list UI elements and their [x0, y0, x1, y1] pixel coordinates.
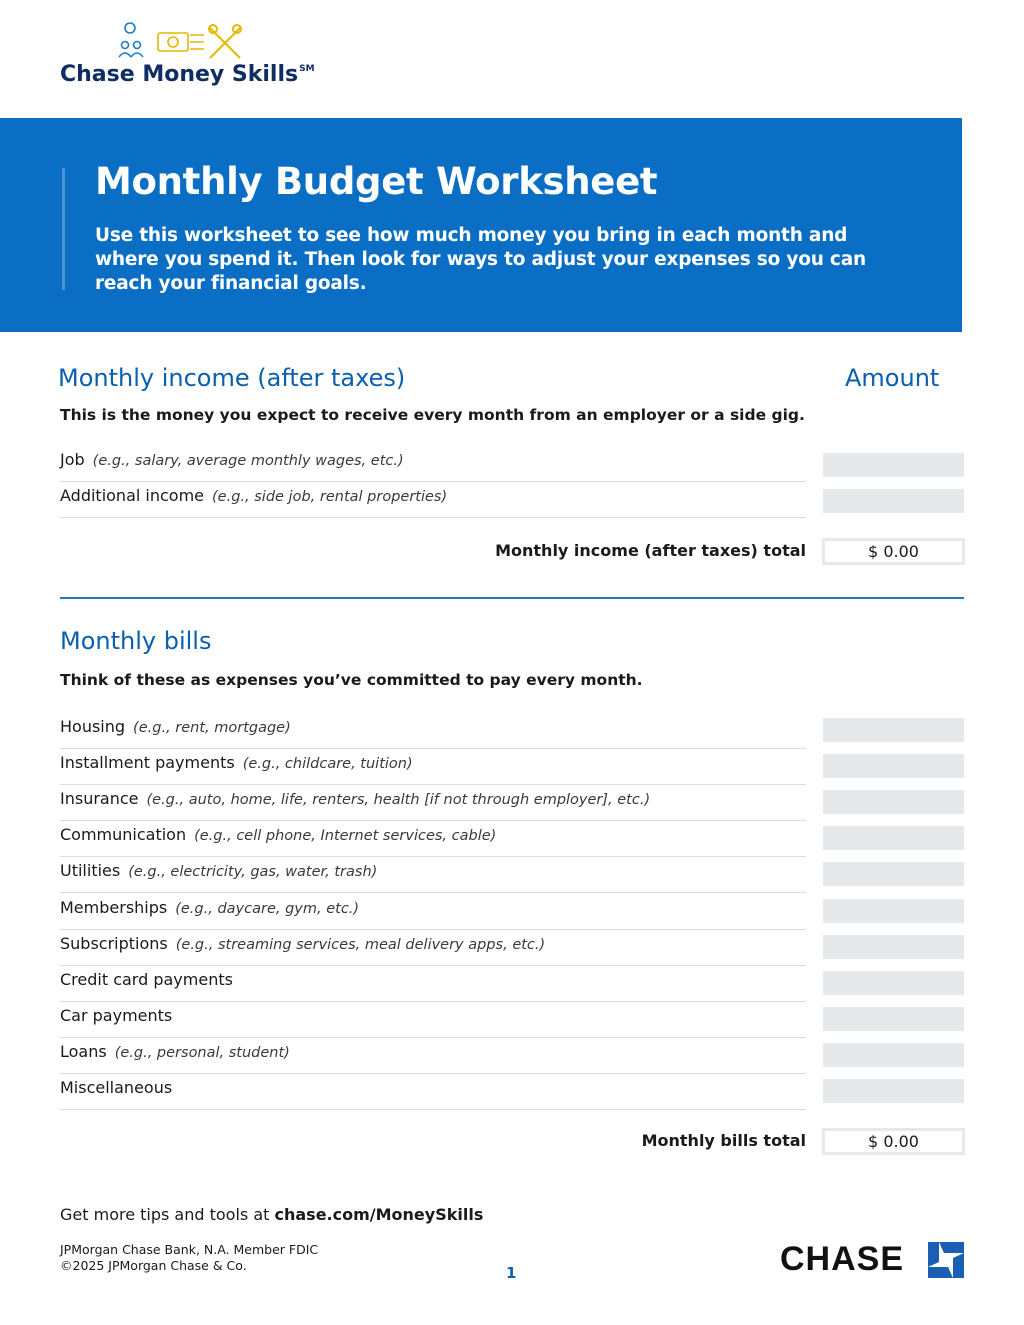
income-row — [60, 482, 806, 518]
section-divider — [60, 597, 964, 599]
bills-row-name: Loans — [60, 1041, 107, 1061]
income-row-label — [60, 450, 404, 469]
bills-row-label — [60, 789, 650, 808]
income-amount-field[interactable] — [823, 453, 964, 477]
bills-row-label — [60, 1006, 172, 1025]
bills-row-name: Installment payments — [60, 753, 235, 773]
bills-amount-field[interactable] — [823, 899, 964, 923]
bills-row-label — [60, 717, 291, 736]
bills-amount-field[interactable] — [823, 754, 964, 778]
service-mark: SM — [299, 64, 315, 74]
page-number: 1 — [506, 1264, 517, 1282]
income-description: This is the money you expect to receive every month from an employer or a side gig. — [60, 406, 805, 424]
bills-row — [60, 1002, 806, 1038]
bills-row — [60, 713, 806, 749]
bills-row — [60, 894, 806, 930]
bills-row — [60, 785, 806, 821]
bills-row-hint: (e.g., daycare, gym, etc.) — [175, 900, 360, 917]
bills-total-label: Monthly bills total — [641, 1131, 806, 1150]
bills-row-label — [60, 934, 545, 953]
bills-amount-field[interactable] — [823, 862, 964, 886]
money-skills-icons — [118, 20, 243, 60]
bills-row-label — [60, 1078, 172, 1097]
bills-row — [60, 1038, 806, 1074]
chase-logo-text: CHASE — [780, 1240, 905, 1278]
bills-row — [60, 749, 806, 785]
bills-row — [60, 857, 806, 893]
page-title: Monthly Budget Worksheet — [95, 160, 658, 203]
bills-row-hint: (e.g., electricity, gas, water, trash) — [128, 864, 378, 881]
page-subtitle: Use this worksheet to see how much money you bring in each month and where you spend it. Then look for ways to adjust your expenses so you can reach your financial goals. — [95, 225, 866, 294]
bills-row-hint: (e.g., streaming services, meal delivery apps, etc.) — [175, 936, 546, 953]
bills-total-value: $ 0.00 — [822, 1128, 965, 1155]
hero-banner — [0, 118, 962, 332]
bills-amount-field[interactable] — [823, 1079, 964, 1103]
bills-amount-field[interactable] — [823, 971, 964, 995]
footer-tip: Get more tips and tools at chase.com/MoneySkills — [60, 1205, 484, 1224]
bills-row — [60, 930, 806, 966]
bills-row-hint: (e.g., auto, home, life, renters, health [if not through employer], etc.) — [146, 792, 651, 809]
bills-row-label — [60, 861, 377, 880]
amount-column-header: Amount — [845, 364, 940, 392]
income-total-value: $ 0.00 — [822, 538, 965, 565]
legal-line-fdic: JPMorgan Chase Bank, N.A. Member FDIC — [60, 1242, 319, 1257]
brand-title: Chase Money Skills℠ — [60, 62, 315, 87]
legal-text — [60, 1242, 318, 1274]
bills-row-name: Credit card payments — [60, 969, 233, 989]
bills-row-hint: (e.g., childcare, tuition) — [242, 756, 413, 773]
bills-row-label — [60, 1042, 290, 1061]
bills-row-name: Insurance — [60, 789, 139, 809]
bills-amount-field[interactable] — [823, 718, 964, 742]
bills-row-name: Utilities — [60, 861, 121, 881]
income-row-name: Job — [60, 450, 85, 469]
bills-row-label — [60, 898, 359, 917]
income-total-label: Monthly income (after taxes) total — [495, 541, 806, 560]
money-skills-link[interactable]: chase.com/MoneySkills — [274, 1205, 484, 1224]
bills-row-label — [60, 753, 413, 772]
bills-amount-field[interactable] — [823, 1007, 964, 1031]
income-row-label — [60, 486, 447, 505]
bills-amount-field[interactable] — [823, 1043, 964, 1067]
bills-row-name: Memberships — [60, 897, 168, 917]
bills-row — [60, 1074, 806, 1110]
bills-row-name: Miscellaneous — [60, 1078, 173, 1097]
income-row — [60, 446, 806, 482]
bills-amount-field[interactable] — [823, 790, 964, 814]
income-row-name: Additional income — [60, 486, 205, 505]
bills-row-hint: (e.g., cell phone, Internet services, cable) — [194, 828, 497, 845]
income-amount-field[interactable] — [823, 489, 964, 513]
bills-amount-field[interactable] — [823, 935, 964, 959]
bills-row-label — [60, 970, 233, 989]
bills-row — [60, 821, 806, 857]
legal-line-copyright: ©2025 JPMorgan Chase & Co. — [60, 1258, 247, 1273]
income-section-title: Monthly income (after taxes) — [58, 364, 406, 392]
income-row-hint: (e.g., salary, average monthly wages, etc.) — [92, 453, 404, 469]
income-row-hint: (e.g., side job, rental properties) — [212, 489, 448, 505]
bills-row-name: Communication — [60, 825, 187, 845]
bills-section-title: Monthly bills — [60, 627, 212, 655]
bills-row-hint: (e.g., rent, mortgage) — [133, 720, 291, 736]
bills-row-hint: (e.g., personal, student) — [114, 1044, 290, 1061]
bills-row-label — [60, 825, 496, 844]
chase-octagon-icon — [928, 1242, 964, 1278]
bills-row — [60, 966, 806, 1002]
bills-row-name: Housing — [60, 717, 126, 736]
bills-row-name: Subscriptions — [60, 933, 168, 953]
hero-accent-bar — [62, 168, 65, 290]
bills-description: Think of these as expenses you’ve committed to pay every month. — [60, 671, 643, 689]
bills-row-name: Car payments — [60, 1005, 173, 1025]
bills-amount-field[interactable] — [823, 826, 964, 850]
